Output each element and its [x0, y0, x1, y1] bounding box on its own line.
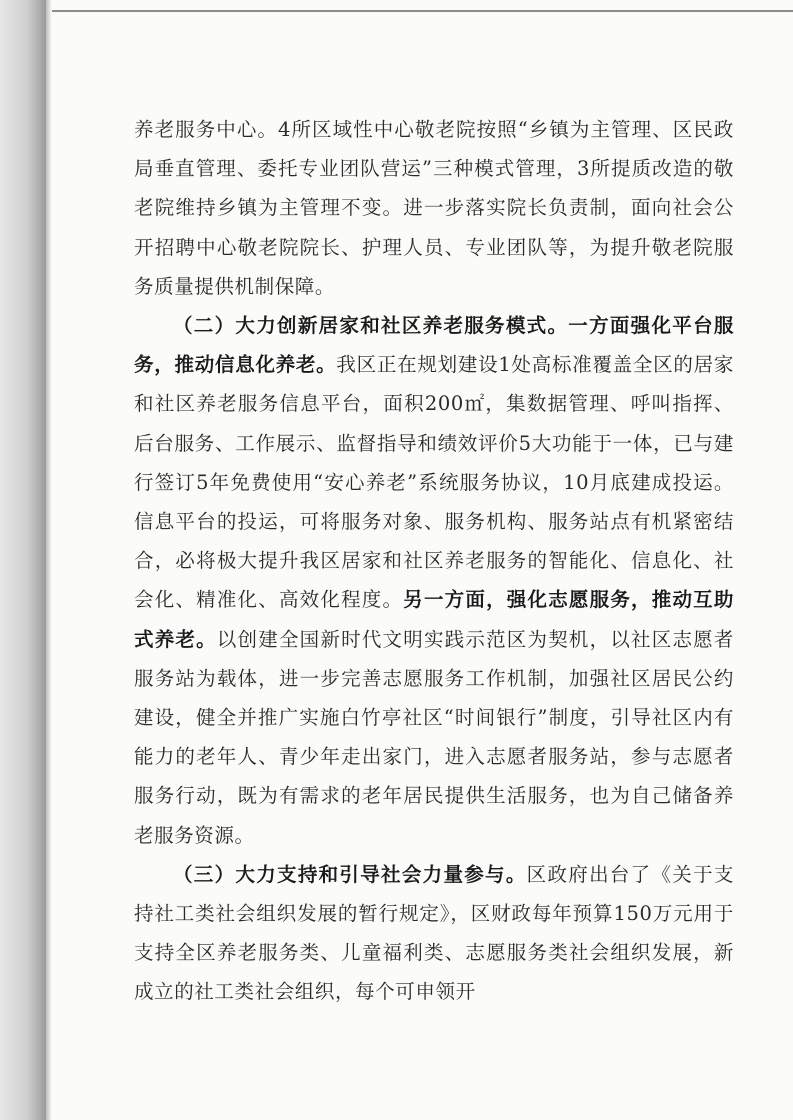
paragraph-3	[134, 855, 734, 1012]
page-top-edge	[46, 10, 793, 12]
paragraph-2	[134, 306, 734, 855]
document-body	[134, 110, 734, 1012]
paragraph-2-text-a: 我区正在规划建设1处高标准覆盖全区的居家和社区养老服务信息平台，面积200㎡，集数据管理、呼叫指挥、后台服务、工作展示、监督指导和绩效评价5大功能于一体，已与建行签订5年免费使用“安心养老”系统服务协议，10月底建成投运。信息平台的投运，可将服务对象、服务机构、服务站点有机紧密结合，必将极大提升我区居家和社区养老服务的智能化、信息化、社会化、精准化、高效化程度。	[134, 353, 734, 612]
subheading-platform-service: 一方面强化平台服务，推动信息化养老。	[134, 314, 734, 377]
subheading-volunteer-service: 另一方面，强化志愿服务，推动互助式养老。	[134, 588, 734, 651]
paragraph-3-text: 区政府出台了《关于支持社工类社会组织发展的暂行规定》，区财政每年预算150万元用于支持全区养老服务类、儿童福利类、志愿服务类社会组织发展，新成立的社工类社会组织，每个可申领开	[134, 862, 734, 1004]
paragraph-1-text: 养老服务中心。4所区域性中心敬老院按照“乡镇为主管理、区民政局垂直管理、委托专业团队营运”三种模式管理，3所提质改造的敬老院维持乡镇为主管理不变。进一步落实院长负责制，面向社会公开招聘中心敬老院院长、护理人员、专业团队等，为提升敬老院服务质量提供机制保障。	[134, 118, 734, 298]
scan-left-margin	[0, 0, 46, 1120]
section-heading-2: （二）大力创新居家和社区养老服务模式。	[173, 314, 569, 338]
document-page	[46, 0, 793, 1120]
section-heading-3: （三）大力支持和引导社会力量参与。	[173, 862, 527, 886]
paragraph-2-text-b: 以创建全国新时代文明实践示范区为契机，以社区志愿者服务站为载体，进一步完善志愿服务工作机制，加强社区居民公约建设，健全并推广实施白竹亭社区“时间银行”制度，引导社区内有能力的老年人、青少年走出家门，进入志愿者服务站，参与志愿者服务行动，既为有需求的老年居民提供生活服务，也为自己储备养老服务资源。	[134, 627, 734, 847]
page-binding-shadow	[46, 0, 52, 1120]
paragraph-1	[134, 110, 734, 306]
